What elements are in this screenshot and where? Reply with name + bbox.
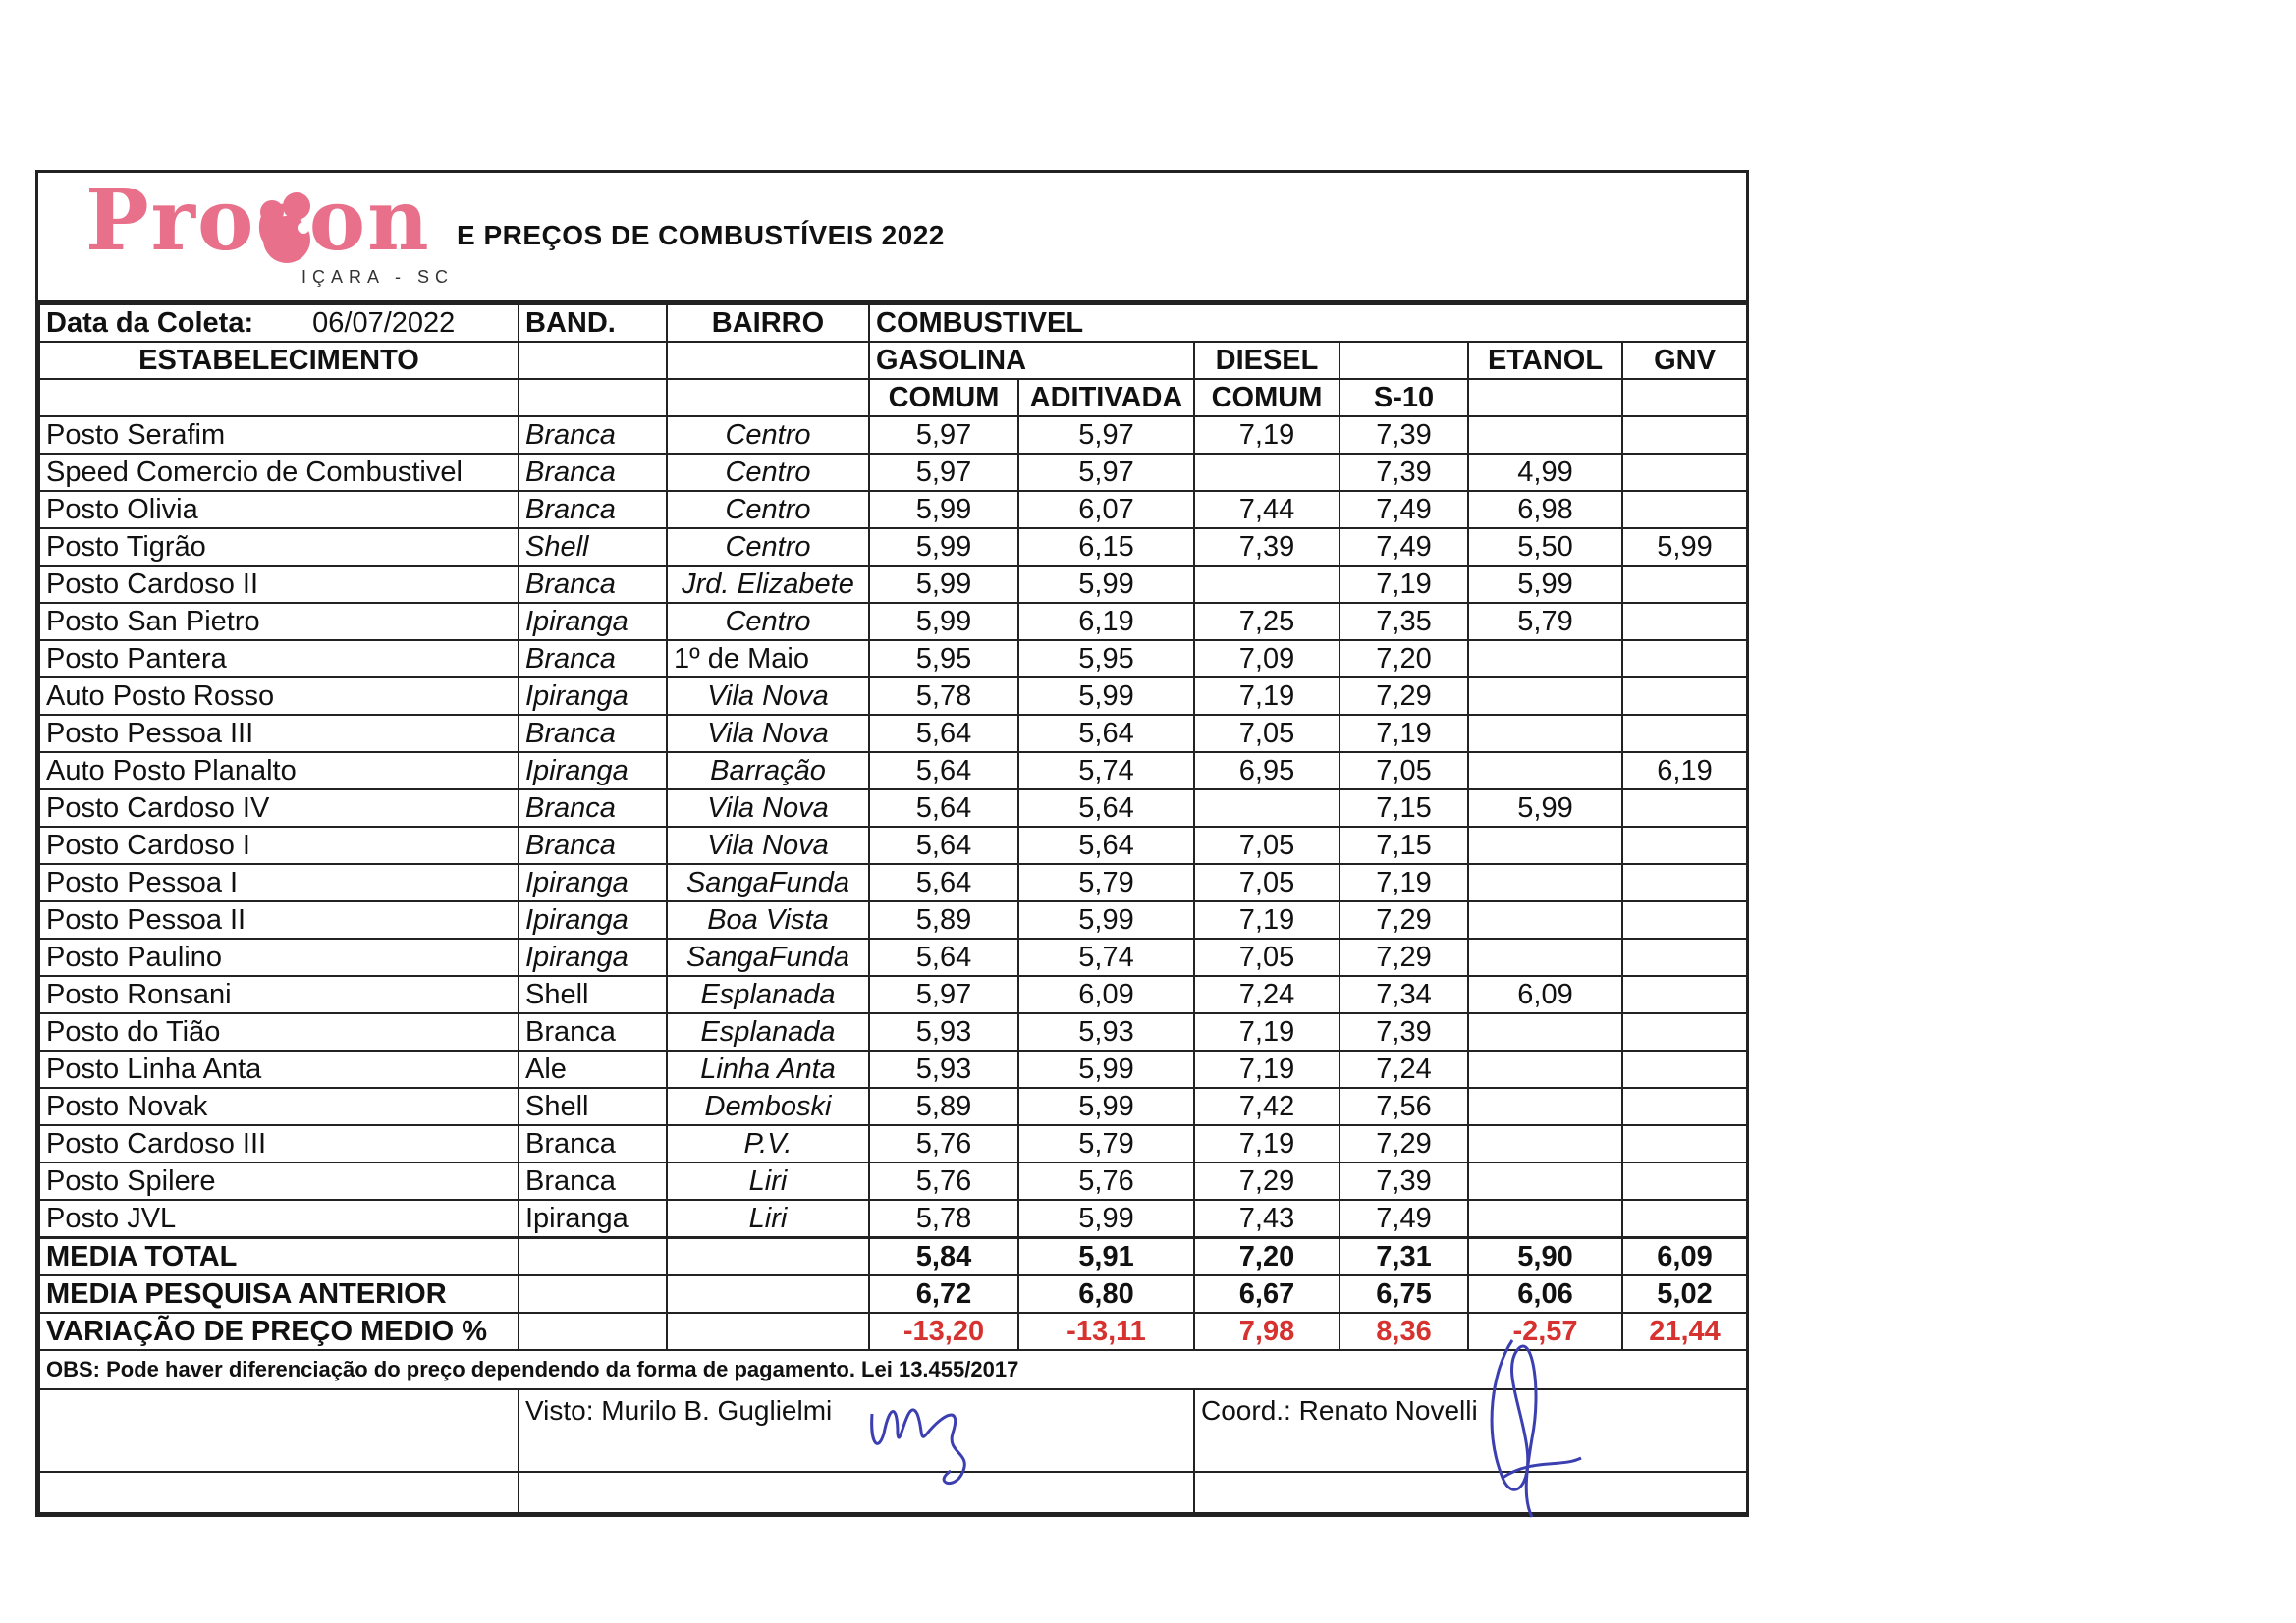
combustivel-header: COMBUSTIVEL xyxy=(869,304,1747,342)
price-gasolina-aditivada: 6,15 xyxy=(1018,528,1194,566)
station-name: Posto Cardoso II xyxy=(39,566,519,603)
table-row xyxy=(39,789,1747,827)
station-band: Ipiranga xyxy=(519,864,667,901)
price-gnv xyxy=(1622,416,1747,454)
price-gnv xyxy=(1622,827,1747,864)
summary-gasolina-aditivada: -13,11 xyxy=(1018,1313,1194,1350)
price-gasolina-comum: 5,64 xyxy=(869,752,1018,789)
price-etanol: 5,50 xyxy=(1468,528,1622,566)
station-bairro: Centro xyxy=(667,528,869,566)
empty-cell xyxy=(39,1472,519,1513)
price-diesel-s10: 7,19 xyxy=(1339,864,1468,901)
price-diesel-s10: 7,29 xyxy=(1339,939,1468,976)
station-name: Posto Pessoa II xyxy=(39,901,519,939)
station-band: Ipiranga xyxy=(519,901,667,939)
price-gnv xyxy=(1622,864,1747,901)
price-gnv xyxy=(1622,1200,1747,1238)
price-diesel-s10: 7,05 xyxy=(1339,752,1468,789)
station-name: Posto Linha Anta xyxy=(39,1051,519,1088)
price-gasolina-aditivada: 5,64 xyxy=(1018,715,1194,752)
empty-cell xyxy=(519,1313,667,1350)
empty-cell xyxy=(519,1238,667,1276)
signature-row xyxy=(39,1389,1747,1472)
table-row xyxy=(39,491,1747,528)
table-row xyxy=(39,1125,1747,1163)
price-etanol xyxy=(1468,677,1622,715)
price-gnv xyxy=(1622,1088,1747,1125)
price-gasolina-comum: 5,93 xyxy=(869,1051,1018,1088)
station-band: Branca xyxy=(519,416,667,454)
price-gasolina-aditivada: 5,95 xyxy=(1018,640,1194,677)
empty-cell xyxy=(667,1313,869,1350)
summary-etanol: 5,90 xyxy=(1468,1238,1622,1276)
price-gnv xyxy=(1622,939,1747,976)
table-row xyxy=(39,1013,1747,1051)
empty-cell xyxy=(39,379,519,416)
price-etanol xyxy=(1468,1200,1622,1238)
station-band: Shell xyxy=(519,976,667,1013)
empty-cell xyxy=(667,1238,869,1276)
price-gasolina-comum: 5,89 xyxy=(869,901,1018,939)
station-bairro: SangaFunda xyxy=(667,864,869,901)
station-bairro: Esplanada xyxy=(667,1013,869,1051)
gasolina-comum-header: COMUM xyxy=(869,379,1018,416)
empty-cell xyxy=(1339,342,1468,379)
station-band: Ipiranga xyxy=(519,1200,667,1238)
price-etanol xyxy=(1468,901,1622,939)
table-row xyxy=(39,864,1747,901)
table-row xyxy=(39,1163,1747,1200)
empty-cell xyxy=(1194,1472,1747,1513)
summary-diesel-s10: 7,31 xyxy=(1339,1238,1468,1276)
procon-logo xyxy=(85,171,498,297)
summary-gasolina-comum: -13,20 xyxy=(869,1313,1018,1350)
price-gnv xyxy=(1622,1051,1747,1088)
price-gasolina-comum: 5,99 xyxy=(869,566,1018,603)
station-bairro: Vila Nova xyxy=(667,715,869,752)
price-gnv xyxy=(1622,603,1747,640)
price-diesel-comum: 7,05 xyxy=(1194,864,1339,901)
header-row-2 xyxy=(39,342,1747,379)
summary-gasolina-aditivada: 6,80 xyxy=(1018,1275,1194,1313)
table-row xyxy=(39,603,1747,640)
price-gasolina-aditivada: 5,99 xyxy=(1018,677,1194,715)
etanol-header: ETANOL xyxy=(1468,342,1622,379)
price-diesel-comum: 7,29 xyxy=(1194,1163,1339,1200)
price-gnv: 5,99 xyxy=(1622,528,1747,566)
price-diesel-s10: 7,49 xyxy=(1339,1200,1468,1238)
table-row xyxy=(39,566,1747,603)
table-row xyxy=(39,416,1747,454)
empty-cell xyxy=(519,379,667,416)
station-name: Speed Comercio de Combustivel xyxy=(39,454,519,491)
summary-etanol: 6,06 xyxy=(1468,1275,1622,1313)
table-row xyxy=(39,901,1747,939)
station-band: Branca xyxy=(519,566,667,603)
station-band: Branca xyxy=(519,1013,667,1051)
price-gasolina-comum: 5,78 xyxy=(869,1200,1018,1238)
summary-row-media-anterior xyxy=(39,1275,1747,1313)
price-diesel-s10: 7,39 xyxy=(1339,454,1468,491)
header-row-1 xyxy=(39,304,1747,342)
header-row-3 xyxy=(39,379,1747,416)
station-bairro: Centro xyxy=(667,416,869,454)
price-diesel-comum: 7,42 xyxy=(1194,1088,1339,1125)
price-diesel-s10: 7,34 xyxy=(1339,976,1468,1013)
table-row xyxy=(39,715,1747,752)
price-diesel-comum: 7,44 xyxy=(1194,491,1339,528)
station-name: Posto Ronsani xyxy=(39,976,519,1013)
station-band: Shell xyxy=(519,528,667,566)
station-bairro: Centro xyxy=(667,603,869,640)
price-gnv xyxy=(1622,789,1747,827)
station-name: Posto Paulino xyxy=(39,939,519,976)
price-gasolina-comum: 5,97 xyxy=(869,416,1018,454)
price-gnv xyxy=(1622,491,1747,528)
station-band: Shell xyxy=(519,1088,667,1125)
price-gasolina-comum: 5,64 xyxy=(869,827,1018,864)
price-etanol xyxy=(1468,752,1622,789)
empty-cell xyxy=(1622,379,1747,416)
table-row xyxy=(39,939,1747,976)
price-diesel-comum: 7,19 xyxy=(1194,677,1339,715)
price-diesel-comum: 7,05 xyxy=(1194,939,1339,976)
station-band: Ipiranga xyxy=(519,939,667,976)
table-row xyxy=(39,528,1747,566)
price-survey-sheet xyxy=(35,170,1749,1517)
price-gasolina-comum: 5,99 xyxy=(869,603,1018,640)
price-gasolina-comum: 5,97 xyxy=(869,454,1018,491)
station-name: Posto Cardoso I xyxy=(39,827,519,864)
price-etanol xyxy=(1468,827,1622,864)
station-band: Branca xyxy=(519,640,667,677)
station-bairro: Centro xyxy=(667,454,869,491)
price-gasolina-comum: 5,64 xyxy=(869,939,1018,976)
summary-diesel-s10: 8,36 xyxy=(1339,1313,1468,1350)
station-name: Posto San Pietro xyxy=(39,603,519,640)
price-gnv xyxy=(1622,1163,1747,1200)
price-gasolina-comum: 5,76 xyxy=(869,1163,1018,1200)
price-gasolina-comum: 5,89 xyxy=(869,1088,1018,1125)
price-etanol xyxy=(1468,640,1622,677)
price-gasolina-aditivada: 5,99 xyxy=(1018,566,1194,603)
coord-signature: Coord.: Renato Novelli xyxy=(1194,1389,1747,1472)
price-gasolina-aditivada: 5,79 xyxy=(1018,1125,1194,1163)
visto-signature: Visto: Murilo B. Guglielmi xyxy=(519,1389,1194,1472)
station-name: Posto Cardoso IV xyxy=(39,789,519,827)
price-gnv xyxy=(1622,454,1747,491)
station-bairro: Vila Nova xyxy=(667,677,869,715)
price-gasolina-aditivada: 5,99 xyxy=(1018,901,1194,939)
price-diesel-s10: 7,29 xyxy=(1339,677,1468,715)
price-gasolina-aditivada: 5,99 xyxy=(1018,1051,1194,1088)
price-diesel-s10: 7,39 xyxy=(1339,1163,1468,1200)
obs-row xyxy=(39,1350,1747,1389)
table-row xyxy=(39,827,1747,864)
price-gasolina-comum: 5,64 xyxy=(869,715,1018,752)
price-gasolina-aditivada: 5,74 xyxy=(1018,939,1194,976)
empty-cell xyxy=(519,342,667,379)
price-diesel-s10: 7,39 xyxy=(1339,416,1468,454)
station-bairro: Liri xyxy=(667,1163,869,1200)
price-diesel-comum: 7,19 xyxy=(1194,416,1339,454)
price-etanol xyxy=(1468,1163,1622,1200)
price-table xyxy=(38,303,1748,1514)
price-gnv xyxy=(1622,677,1747,715)
sheet-header xyxy=(38,173,1746,303)
summary-label: VARIAÇÃO DE PREÇO MEDIO % xyxy=(39,1313,519,1350)
price-diesel-comum xyxy=(1194,454,1339,491)
station-bairro: Barração xyxy=(667,752,869,789)
table-row xyxy=(39,454,1747,491)
summary-gasolina-comum: 6,72 xyxy=(869,1275,1018,1313)
price-diesel-comum: 6,95 xyxy=(1194,752,1339,789)
station-bairro: 1º de Maio xyxy=(667,640,869,677)
price-diesel-comum: 7,39 xyxy=(1194,528,1339,566)
price-diesel-comum: 7,19 xyxy=(1194,901,1339,939)
station-band: Ipiranga xyxy=(519,603,667,640)
summary-gnv: 5,02 xyxy=(1622,1275,1747,1313)
diesel-header: DIESEL xyxy=(1194,342,1339,379)
price-gasolina-comum: 5,99 xyxy=(869,528,1018,566)
price-gnv xyxy=(1622,566,1747,603)
empty-cell xyxy=(1468,379,1622,416)
station-bairro: Linha Anta xyxy=(667,1051,869,1088)
station-band: Branca xyxy=(519,789,667,827)
price-diesel-s10: 7,19 xyxy=(1339,715,1468,752)
price-diesel-comum: 7,19 xyxy=(1194,1051,1339,1088)
price-etanol: 5,99 xyxy=(1468,789,1622,827)
station-band: Branca xyxy=(519,491,667,528)
estabelecimento-header: ESTABELECIMENTO xyxy=(39,342,519,379)
station-band: Branca xyxy=(519,1163,667,1200)
gasolina-aditivada-header: ADITIVADA xyxy=(1018,379,1194,416)
summary-label: MEDIA PESQUISA ANTERIOR xyxy=(39,1275,519,1313)
price-diesel-s10: 7,29 xyxy=(1339,1125,1468,1163)
station-bairro: Jrd. Elizabete xyxy=(667,566,869,603)
price-gnv xyxy=(1622,901,1747,939)
price-diesel-s10: 7,49 xyxy=(1339,528,1468,566)
collection-date-label: Data da Coleta: xyxy=(46,307,254,339)
price-diesel-s10: 7,20 xyxy=(1339,640,1468,677)
price-gnv xyxy=(1622,1125,1747,1163)
price-gasolina-aditivada: 5,76 xyxy=(1018,1163,1194,1200)
summary-diesel-comum: 6,67 xyxy=(1194,1275,1339,1313)
station-bairro: Liri xyxy=(667,1200,869,1238)
price-gasolina-aditivada: 5,99 xyxy=(1018,1088,1194,1125)
price-etanol: 6,98 xyxy=(1468,491,1622,528)
station-name: Posto JVL xyxy=(39,1200,519,1238)
summary-gasolina-comum: 5,84 xyxy=(869,1238,1018,1276)
table-row xyxy=(39,1051,1747,1088)
table-row xyxy=(39,976,1747,1013)
station-bairro: Demboski xyxy=(667,1088,869,1125)
summary-diesel-comum: 7,98 xyxy=(1194,1313,1339,1350)
station-name: Posto Cardoso III xyxy=(39,1125,519,1163)
station-name: Posto Novak xyxy=(39,1088,519,1125)
price-gasolina-aditivada: 6,07 xyxy=(1018,491,1194,528)
summary-gnv: 21,44 xyxy=(1622,1313,1747,1350)
gnv-header: GNV xyxy=(1622,342,1747,379)
price-gasolina-aditivada: 5,74 xyxy=(1018,752,1194,789)
price-gasolina-comum: 5,95 xyxy=(869,640,1018,677)
price-diesel-comum xyxy=(1194,566,1339,603)
collection-date-value: 06/07/2022 xyxy=(312,307,456,339)
price-gasolina-comum: 5,78 xyxy=(869,677,1018,715)
price-etanol: 4,99 xyxy=(1468,454,1622,491)
station-bairro: SangaFunda xyxy=(667,939,869,976)
price-etanol xyxy=(1468,864,1622,901)
price-diesel-s10: 7,29 xyxy=(1339,901,1468,939)
station-bairro: Esplanada xyxy=(667,976,869,1013)
document-title: E PREÇOS DE COMBUSTÍVEIS 2022 xyxy=(457,220,945,250)
station-bairro: Centro xyxy=(667,491,869,528)
procon-logo-text xyxy=(85,171,431,270)
price-gnv: 6,19 xyxy=(1622,752,1747,789)
station-bairro: Vila Nova xyxy=(667,789,869,827)
price-diesel-s10: 7,49 xyxy=(1339,491,1468,528)
table-row xyxy=(39,1088,1747,1125)
price-gasolina-aditivada: 6,09 xyxy=(1018,976,1194,1013)
station-band: Ale xyxy=(519,1051,667,1088)
price-diesel-comum: 7,24 xyxy=(1194,976,1339,1013)
station-name: Auto Posto Rosso xyxy=(39,677,519,715)
price-diesel-comum: 7,19 xyxy=(1194,1125,1339,1163)
empty-cell xyxy=(667,342,869,379)
price-gasolina-aditivada: 5,97 xyxy=(1018,454,1194,491)
summary-diesel-comum: 7,20 xyxy=(1194,1238,1339,1276)
price-etanol: 6,09 xyxy=(1468,976,1622,1013)
station-band: Branca xyxy=(519,827,667,864)
price-etanol xyxy=(1468,715,1622,752)
bairro-header: BAIRRO xyxy=(667,304,869,342)
station-name: Posto Serafim xyxy=(39,416,519,454)
price-etanol xyxy=(1468,416,1622,454)
price-etanol xyxy=(1468,1013,1622,1051)
logo-main: Procon xyxy=(85,171,431,270)
price-gasolina-aditivada: 5,93 xyxy=(1018,1013,1194,1051)
price-diesel-comum: 7,05 xyxy=(1194,827,1339,864)
station-bairro: Vila Nova xyxy=(667,827,869,864)
price-diesel-s10: 7,35 xyxy=(1339,603,1468,640)
price-gnv xyxy=(1622,976,1747,1013)
band-header: BAND. xyxy=(519,304,667,342)
station-name: Posto Pessoa I xyxy=(39,864,519,901)
price-etanol: 5,99 xyxy=(1468,566,1622,603)
summary-diesel-s10: 6,75 xyxy=(1339,1275,1468,1313)
price-gasolina-aditivada: 6,19 xyxy=(1018,603,1194,640)
price-etanol: 5,79 xyxy=(1468,603,1622,640)
price-diesel-s10: 7,15 xyxy=(1339,789,1468,827)
price-gasolina-comum: 5,93 xyxy=(869,1013,1018,1051)
logo-subtitle: IÇARA - SC xyxy=(301,267,455,287)
price-gasolina-comum: 5,64 xyxy=(869,789,1018,827)
summary-row-variacao xyxy=(39,1313,1747,1350)
price-etanol xyxy=(1468,1051,1622,1088)
summary-gnv: 6,09 xyxy=(1622,1238,1747,1276)
price-diesel-s10: 7,56 xyxy=(1339,1088,1468,1125)
diesel-comum-header: COMUM xyxy=(1194,379,1339,416)
price-gasolina-comum: 5,64 xyxy=(869,864,1018,901)
price-diesel-s10: 7,39 xyxy=(1339,1013,1468,1051)
price-etanol xyxy=(1468,939,1622,976)
price-gasolina-comum: 5,99 xyxy=(869,491,1018,528)
price-etanol xyxy=(1468,1125,1622,1163)
diesel-s10-header: S-10 xyxy=(1339,379,1468,416)
price-diesel-s10: 7,15 xyxy=(1339,827,1468,864)
table-row xyxy=(39,752,1747,789)
price-gnv xyxy=(1622,715,1747,752)
summary-row-media-total xyxy=(39,1238,1747,1276)
price-gasolina-comum: 5,97 xyxy=(869,976,1018,1013)
station-band: Branca xyxy=(519,454,667,491)
price-gasolina-aditivada: 5,64 xyxy=(1018,827,1194,864)
price-diesel-comum xyxy=(1194,789,1339,827)
price-gasolina-aditivada: 5,64 xyxy=(1018,789,1194,827)
gasolina-header: GASOLINA xyxy=(869,342,1194,379)
price-diesel-comum: 7,09 xyxy=(1194,640,1339,677)
summary-label: MEDIA TOTAL xyxy=(39,1238,519,1276)
price-gasolina-comum: 5,76 xyxy=(869,1125,1018,1163)
station-name: Posto do Tião xyxy=(39,1013,519,1051)
empty-cell xyxy=(667,379,869,416)
station-band: Branca xyxy=(519,715,667,752)
table-row xyxy=(39,677,1747,715)
empty-cell xyxy=(519,1275,667,1313)
price-diesel-comum: 7,43 xyxy=(1194,1200,1339,1238)
price-gnv xyxy=(1622,1013,1747,1051)
collection-date-cell xyxy=(39,304,519,342)
price-diesel-comum: 7,19 xyxy=(1194,1013,1339,1051)
summary-etanol: -2,57 xyxy=(1468,1313,1622,1350)
price-gasolina-aditivada: 5,97 xyxy=(1018,416,1194,454)
summary-gasolina-aditivada: 5,91 xyxy=(1018,1238,1194,1276)
station-name: Posto Pessoa III xyxy=(39,715,519,752)
obs-note: OBS: Pode haver diferenciação do preço dependendo da forma de pagamento. Lei 13.455/2017 xyxy=(39,1350,1747,1389)
empty-cell xyxy=(519,1472,1194,1513)
station-bairro: P.V. xyxy=(667,1125,869,1163)
station-band: Ipiranga xyxy=(519,752,667,789)
price-gasolina-aditivada: 5,79 xyxy=(1018,864,1194,901)
empty-cell xyxy=(39,1389,519,1472)
price-gnv xyxy=(1622,640,1747,677)
price-etanol xyxy=(1468,1088,1622,1125)
price-diesel-comum: 7,05 xyxy=(1194,715,1339,752)
price-diesel-comum: 7,25 xyxy=(1194,603,1339,640)
empty-cell xyxy=(667,1275,869,1313)
station-name: Posto Olivia xyxy=(39,491,519,528)
station-band: Ipiranga xyxy=(519,677,667,715)
price-gasolina-aditivada: 5,99 xyxy=(1018,1200,1194,1238)
table-row xyxy=(39,1200,1747,1238)
station-bairro: Boa Vista xyxy=(667,901,869,939)
station-name: Auto Posto Planalto xyxy=(39,752,519,789)
signature-footer-row xyxy=(39,1472,1747,1513)
station-name: Posto Tigrão xyxy=(39,528,519,566)
station-name: Posto Spilere xyxy=(39,1163,519,1200)
table-row xyxy=(39,640,1747,677)
station-band: Branca xyxy=(519,1125,667,1163)
station-name: Posto Pantera xyxy=(39,640,519,677)
price-diesel-s10: 7,19 xyxy=(1339,566,1468,603)
price-diesel-s10: 7,24 xyxy=(1339,1051,1468,1088)
